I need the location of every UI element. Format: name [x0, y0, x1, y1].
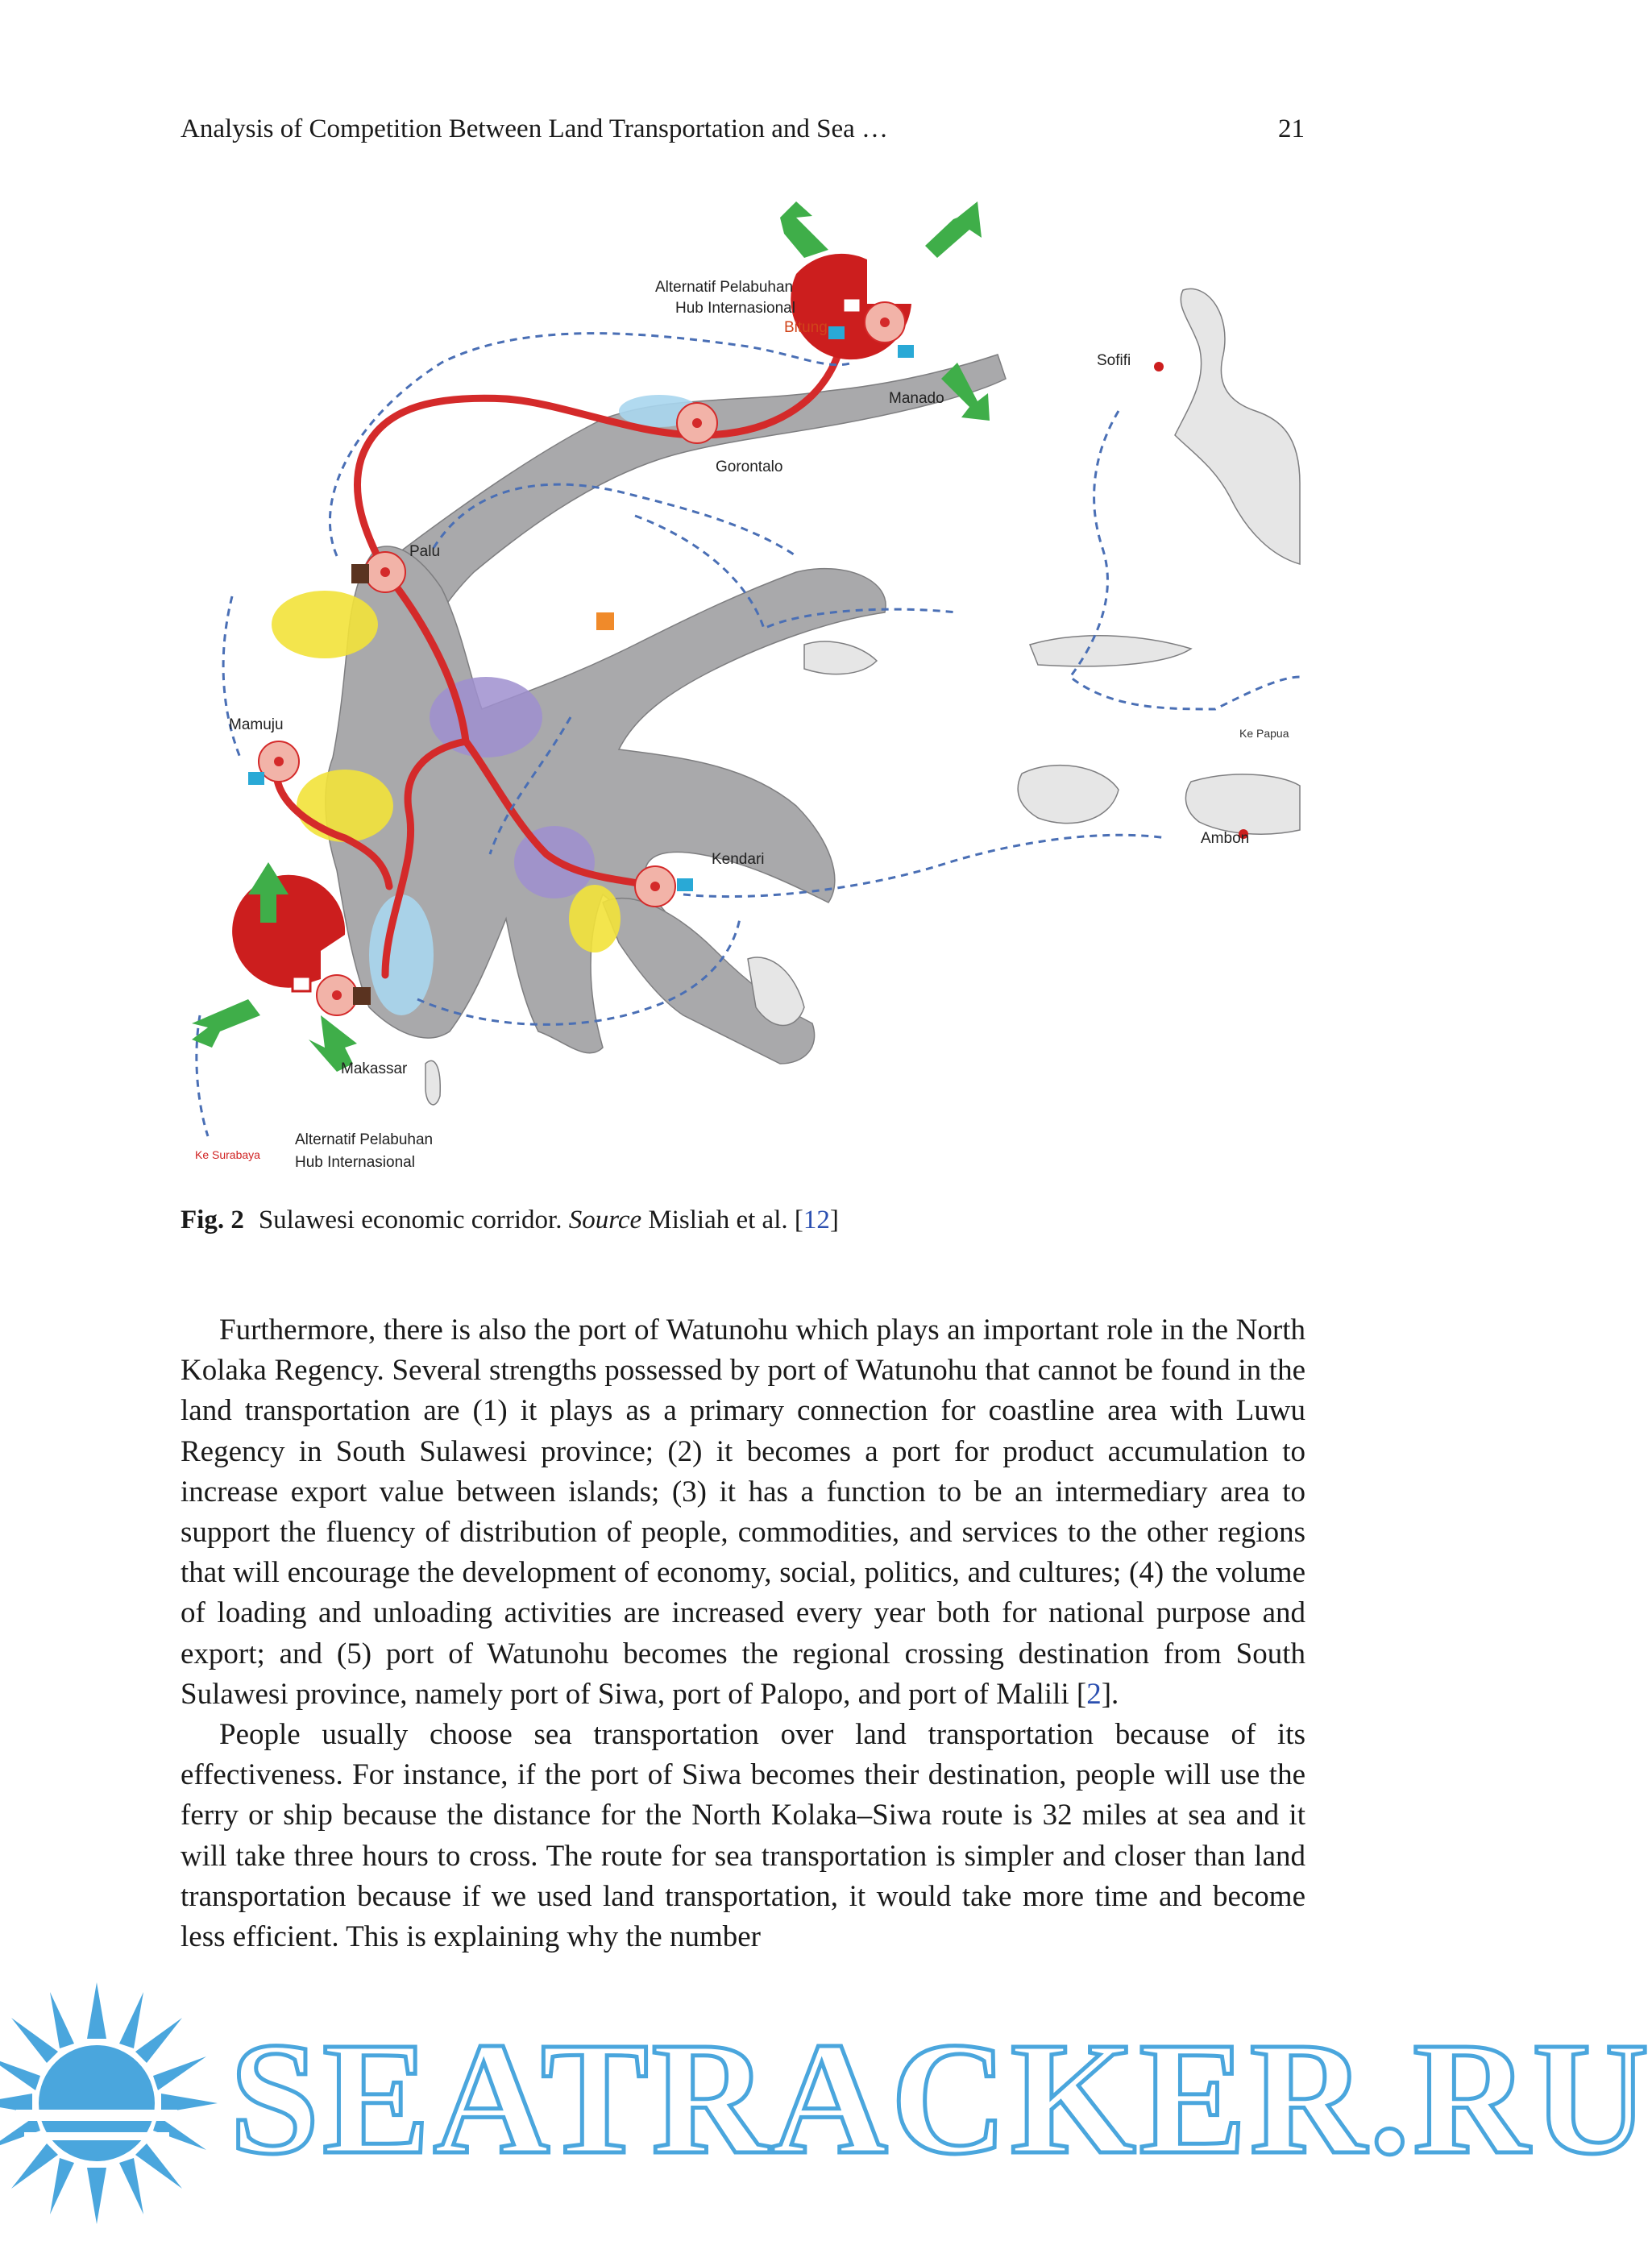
paragraph-1-ref-link[interactable]: 2	[1086, 1677, 1102, 1711]
watermark-text: SEATRACKER.RU	[230, 2010, 1652, 2188]
island-sula	[1030, 636, 1191, 666]
node-sofifi	[1154, 362, 1164, 371]
arrow-makassar-w	[192, 999, 260, 1048]
label-ke-surabaya: Ke Surabaya	[195, 1148, 260, 1161]
route-makassar-strait	[223, 596, 240, 757]
label-makassar-hub-line2: Hub Internasional	[295, 1154, 415, 1171]
orange-marker	[596, 612, 614, 630]
label-sofifi: Sofifi	[1097, 352, 1131, 369]
running-head	[181, 114, 1305, 150]
yellow-zone-kendari	[569, 885, 621, 952]
node-kendari	[635, 866, 675, 907]
label-bitung-line2: Hub Internasional	[675, 300, 795, 317]
port-manado	[898, 345, 914, 358]
paragraph-1-end: ].	[1101, 1677, 1119, 1711]
label-bitung-name: Bitung	[784, 319, 828, 336]
node-palu	[365, 552, 405, 592]
page-number: 21	[1278, 114, 1305, 143]
running-title: Analysis of Competition Between Land Transportation and Sea …	[181, 114, 889, 143]
paragraph-2: People usually choose sea transportation over land transportation because of its effectiveness. For instance, if the port of Siwa becomes their destination, people will use the ferry or ship because the distance for the North Kolaka–Siwa route is 32 miles at sea and it will take three hours to cross. The route for sea transportation is simpler and closer than land transportation because if we used land transportation, it would take more time and become less efficient. This is explaining why the number	[181, 1718, 1305, 1954]
node-gorontalo	[677, 403, 717, 443]
port-mamuju	[248, 772, 264, 785]
yellow-zone-mamuju	[297, 770, 393, 842]
label-gorontalo: Gorontalo	[716, 459, 783, 475]
arrow-bitung-nw	[780, 201, 828, 258]
paragraph-1	[181, 1310, 1305, 1715]
node-manado	[865, 302, 905, 342]
caption-source-text: Misliah et al. [	[648, 1206, 803, 1235]
label-mamuju: Mamuju	[229, 716, 284, 733]
label-ambon: Ambon	[1201, 830, 1250, 847]
arrow-bitung-ne	[925, 201, 982, 258]
island-buru	[1018, 766, 1119, 824]
figure-caption	[181, 1206, 1305, 1235]
island-selayar	[425, 1060, 440, 1105]
figure-map	[184, 193, 1300, 1185]
label-makassar: Makassar	[341, 1060, 408, 1077]
label-makassar-hub-line1: Alternatif Pelabuhan	[295, 1131, 434, 1148]
caption-ref-link[interactable]: 12	[803, 1206, 830, 1235]
label-palu: Palu	[409, 543, 441, 560]
label-ke-papua: Ke Papua	[1239, 727, 1289, 740]
port-kendari	[677, 878, 693, 891]
yellow-zone-palu	[272, 591, 378, 658]
industrial-marker-makassar	[353, 987, 371, 1005]
islands-banggai	[804, 641, 877, 674]
blue-zone-makassar	[369, 894, 434, 1015]
figure-number: Fig. 2	[181, 1206, 244, 1235]
port-bitung	[828, 326, 845, 339]
caption-text: Sulawesi economic corridor.	[258, 1206, 562, 1235]
halmahera	[1175, 288, 1300, 564]
paragraph-1-text: Furthermore, there is also the port of Watunohu which plays an important role in the North Kolaka Regency. Several strengths possessed by port of Watunohu that cannot be found in the land transportation are (1) it plays as a primary connection for coastline area with Luwu Regency in South Sulawesi province; (2) it becomes a port for product accumulation to increase export value between islands; (3) it has a function to be an intermediary area to support the fluency of distribution of people, commodities, and services to the other regions that will encourage the development of economy, social, politics, and cultures; (4) the volume of loading and unloading activities are increased every year both for national purpose and export; and (5) port of Watunohu becomes the regional crossing destination from South Sulawesi province, namely port of Siwa, port of Palopo, and port of Malili [	[181, 1313, 1305, 1711]
node-mamuju	[259, 741, 299, 782]
hub-makassar	[232, 875, 345, 991]
industrial-marker-palu	[351, 564, 369, 583]
caption-close: ]	[829, 1206, 839, 1235]
label-kendari: Kendari	[712, 851, 765, 868]
island-seram	[1185, 774, 1300, 834]
label-bitung-line1: Alternatif Pelabuhan	[655, 279, 794, 296]
label-manado: Manado	[889, 390, 944, 407]
sulawesi-corridor-map	[184, 193, 1300, 1185]
caption-source-label: Source	[568, 1206, 642, 1235]
node-makassar	[317, 975, 357, 1015]
